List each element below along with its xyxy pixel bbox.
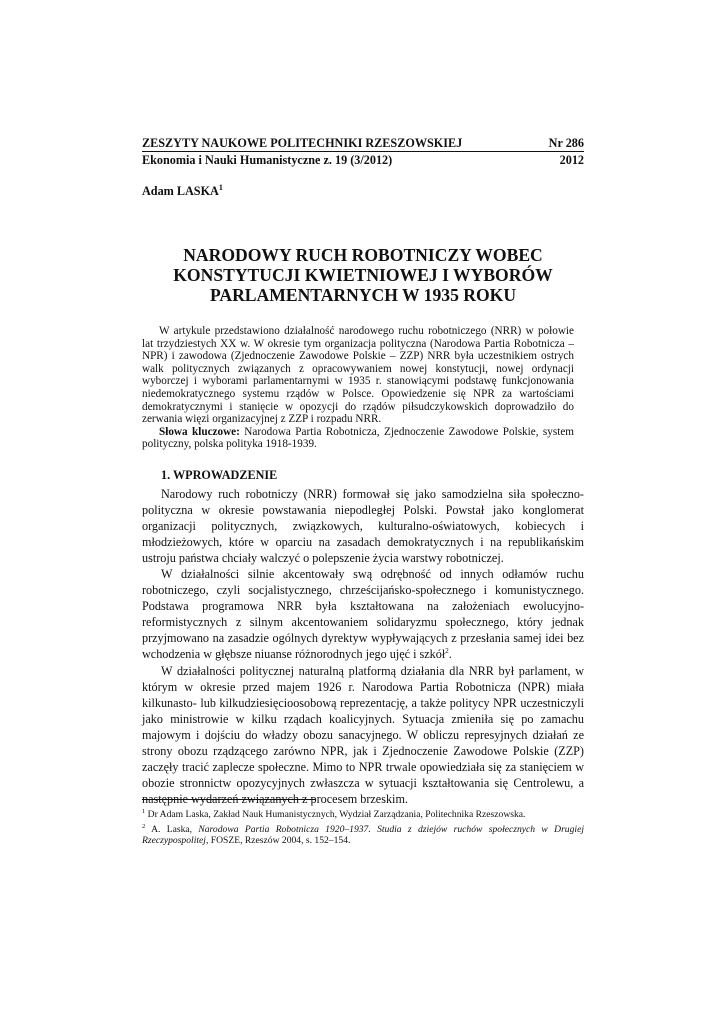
journal-header-row-1 [142, 136, 584, 152]
footnotes [142, 806, 584, 847]
title-line-2: KONSTYTUCJI KWIETNIOWEJ I WYBORÓW [173, 265, 553, 285]
footnote-2-title: Narodowa Partia Robotnicza 1920–1937. Studia z dziejów ruchów społecznych w Drugiej Rzeczypospolitej [142, 823, 584, 847]
footnote-2-mark: 2 [142, 822, 146, 830]
abstract-text: W artykule przedstawiono działalność narodowego ruchu robotniczego (NRR) w połowie lat trzydziestych XX w. W okresie tym organizacja polityczna (Narodowa Partia Robotnicza – NPR) i zawodowa (Zjednoczenie Zawodowe Polskie – ZZP) NRR była uczestnikiem ostrych walk politycznych związanych z opracowywaniem nowej konstytucji, nowej ordynacji wyborczej i wyborami parlamentarnymi w 1935 r. stanowiącymi podstawę funkcjonowania niedemokratycznego systemu rządów w Polsce. Opowiedzenie się NPR za wartościami demokratycznymi i stanięcie w opozycji do rządów piłsudczykowskich doprowadziło do zerwania więzi organizacyjnej z ZZP i rozpadu NRR. [142, 325, 574, 426]
footnote-1-text: Dr Adam Laska, Zakład Nauk Humanistycznych, Wydział Zarządzania, Politechnika Rzeszowska. [147, 809, 526, 821]
body-text [142, 486, 584, 807]
footnote-2-author: A. Laska, [151, 823, 193, 835]
footnote-2 [142, 821, 584, 847]
journal-header [142, 136, 584, 167]
journal-name: ZESZYTY NAUKOWE POLITECHNIKI RZESZOWSKIEJ [142, 136, 463, 150]
title-line-1: NARODOWY RUCH ROBOTNICZY WOBEC [183, 245, 543, 265]
footnote-2-rest: , FOSZE, Rzeszów 2004, s. 152–154. [205, 835, 351, 847]
abstract [142, 325, 574, 451]
paragraph-2 [142, 566, 584, 662]
title-line-3: PARLAMENTARNYCH W 1935 ROKU [209, 285, 517, 305]
author-footnote-mark: 1 [218, 183, 223, 192]
keywords-label: Słowa kluczowe: [159, 425, 240, 438]
journal-header-row-2 [142, 152, 584, 167]
section-heading: 1. WPROWADZENIE [161, 468, 278, 482]
paragraph-2-end: . [448, 647, 452, 662]
paper-title [142, 245, 584, 305]
author-line [142, 183, 223, 199]
footnote-1-mark: 1 [142, 808, 146, 815]
paragraph-2-text: W działalności silnie akcentowały swą odrębność od innych odłamów ruchu robotniczego, czyli socjalistycznego, chrześcijańsko-społecznego i komunistycznego. Podstawa programowa NRR była kształtowana na założeniach ewolucyjno-reformistycznych z silnym akcentowaniem solidaryzmu społecznego, który jednak przyjmowano na zasadzie ogólnych dyrektyw wypływających z przesłania samej idei bez wchodzenia w głębsze niuanse różnorodnych jego ujęć i szkół [142, 567, 584, 662]
author-name: Adam LASKA [142, 184, 219, 199]
journal-number: Nr 286 [548, 136, 584, 150]
footnote-ref-2: 2 [445, 647, 449, 656]
footnote-1 [142, 806, 584, 821]
paragraph-3: W działalności politycznej naturalną platformą działania dla NRR był parlament, w którym w okresie przed majem 1926 r. Narodowa Partia Robotnicza (NPR) miała kilkunasto- lub kilkudziesięcioosobową reprezentację, a także politycy NPR uczestniczyli jako ministrowie w kilku rządach koalicyjnych. Sytuacja zmieniła się po zamachu majowym i dojściu do władzy obozu sanacyjnego. W obliczu represyjnych działań ze strony obozu rządzącego zarówno NPR, jak i Zjednoczenie Zawodowe Polskie (ZZP) zaczęły tracić zaplecze społeczne. Mimo to NPR trwale opowiedziała się za stanięciem w obozie stronnictw opozycyjnych zwłaszcza w sytuacji kształtowania się Centrolewu, a następnie wydarzeń związanych z procesem brzeskim. [142, 663, 584, 806]
journal-year: 2012 [559, 153, 584, 167]
footnote-separator [142, 799, 316, 800]
keywords [142, 426, 574, 451]
paragraph-1: Narodowy ruch robotniczy (NRR) formował się jako samodzielna siła społeczno-polityczna w okresie powstawania niepodległej Polski. Powstał jako konglomerat organizacji politycznych, związkowych, kulturalno-oświatowych, kobiecych i młodzieżowych, które w oparciu na zasadach demokratycznych i na republikańskim ustroju państwa chciały walczyć o polepszenie życia warstwy robotniczej. [142, 487, 584, 566]
journal-series: Ekonomia i Nauki Humanistyczne z. 19 (3/2012) [142, 153, 393, 167]
keywords-text: Narodowa Partia Robotnicza, Zjednoczenie Zawodowe Polskie, system polityczny, polska polityka 1918-1939. [142, 425, 575, 451]
